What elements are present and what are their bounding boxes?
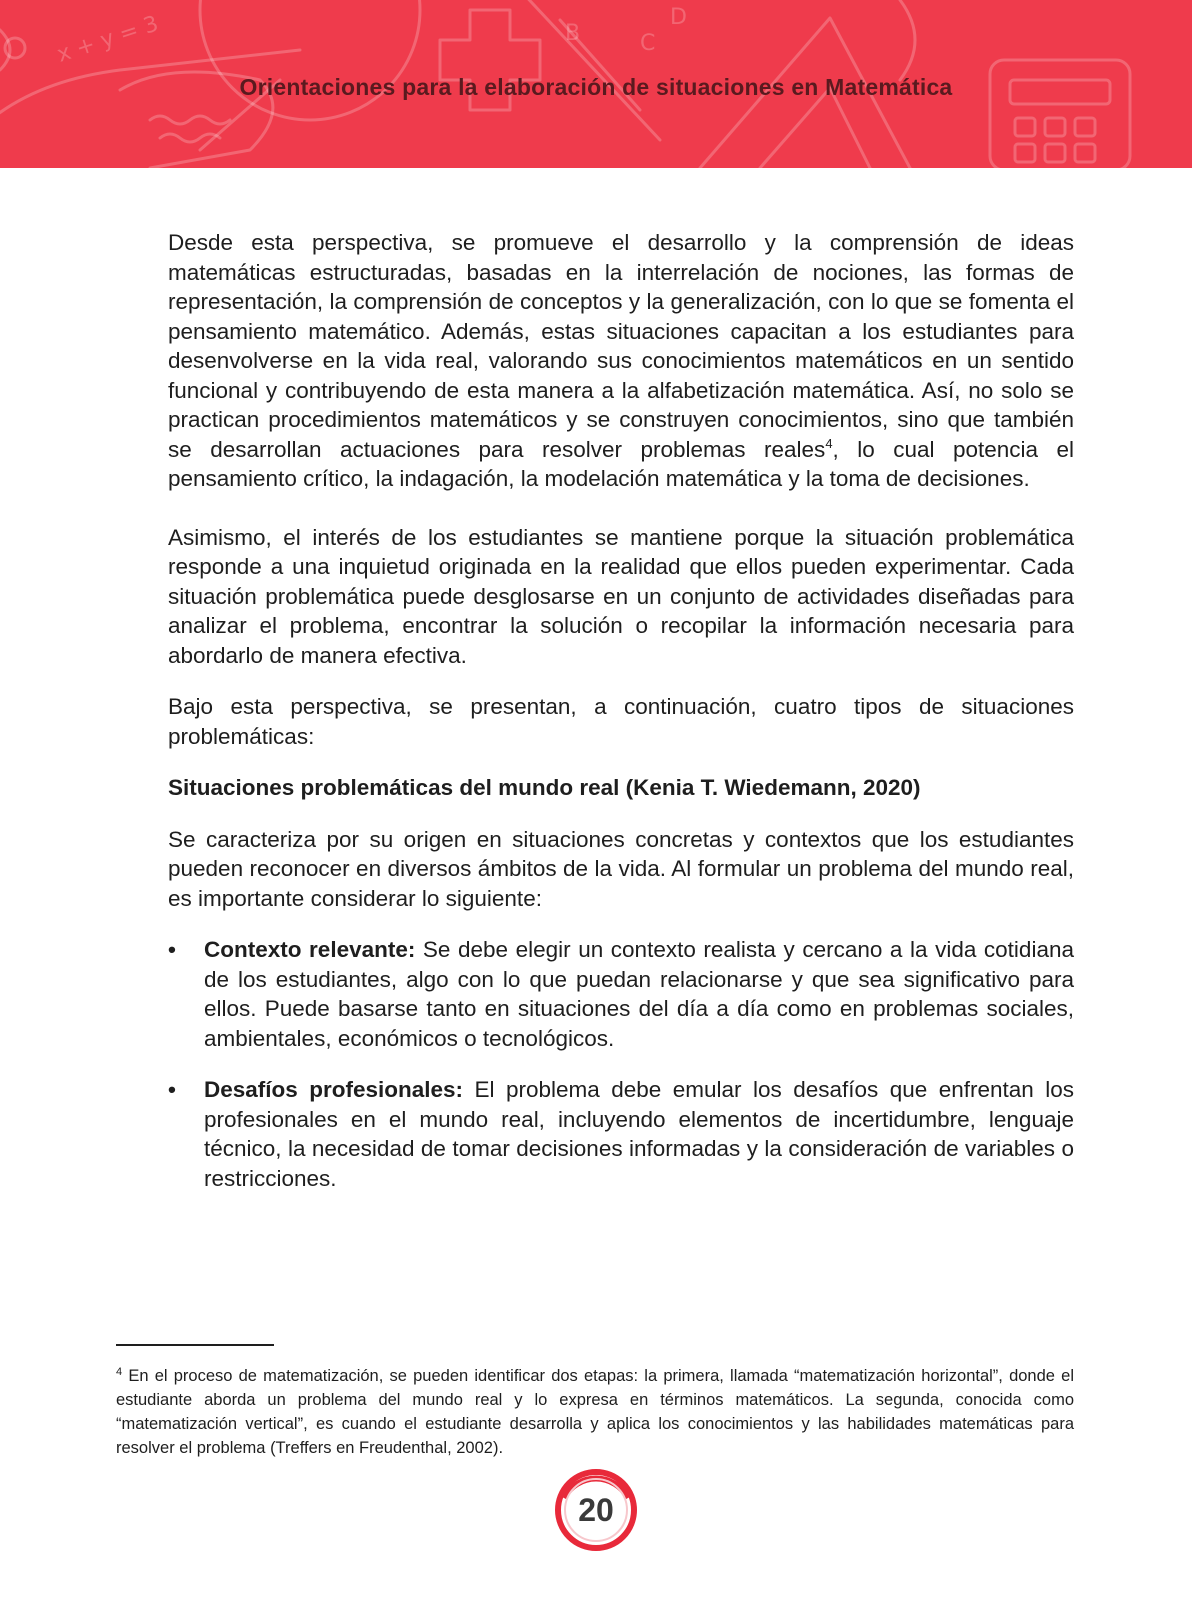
main-content <box>168 228 1074 1193</box>
paragraph-3: Bajo esta perspectiva, se presentan, a continuación, cuatro tipos de situaciones problemáticas: <box>168 694 1074 749</box>
page-header <box>0 0 1192 168</box>
paragraph-4: Se caracteriza por su origen en situaciones concretas y contextos que los estudiantes pueden reconocer en diversos ámbitos de la vida. Al formular un problema del mundo real, es importante considerar lo siguiente: <box>168 826 1074 911</box>
footnote-text: En el proceso de matematización, se pueden identificar dos etapas: la primera, llamada “matematización horizontal”, donde el estudiante aborda un problema del mundo real y lo expresa en términos matemáticos. La segunda, conocida como “matematización vertical”, es cuando el estudiante desarrolla y aplica los conocimientos y las habilidades matemáticas para resolver el problema (Treffers en Freudenthal, 2002). <box>116 1367 1074 1457</box>
paragraph-2: Asimismo, el interés de los estudiantes se mantiene porque la situación problemática responde a una inquietud originada en la realidad que ellos pueden experimentar. Cada situación problemática puede desglosarse en un conjunto de actividades diseñadas para analizar el problema, encontrar la solución o recopilar la información necesaria para abordarlo de manera efectiva. <box>168 524 1074 668</box>
doodle-letter-d: D <box>670 5 687 30</box>
bullet-text: El problema debe emular los desafíos que enfrentan los profesionales en el mundo real, incluyendo elementos de incertidumbre, lenguaje técnico, la necesidad de tomar decisiones informadas y la consideración de variables o restricciones. <box>204 1077 1075 1191</box>
bullet-label: Desafíos profesionales: <box>204 1077 464 1102</box>
bullet-icon: • <box>168 937 176 962</box>
footnote-reference: 4 <box>825 435 833 451</box>
bullet-text: Se debe elegir un contexto realista y cercano a la vida cotidiana de los estudiantes, algo con lo que puedan relacionarse y que sea significativo para ellos. Puede basarse tanto en situaciones del día a día como en problemas sociales, ambientales, económicos o tecnológicos. <box>204 937 1074 1051</box>
doodle-equation: x + y = 3 <box>54 11 162 68</box>
header-title: Orientaciones para la elaboración de situaciones en Matemática <box>239 74 953 100</box>
footnote-mark: 4 <box>116 1366 123 1378</box>
bullet-label: Contexto relevante: <box>204 937 416 962</box>
doodle-letter-b: B <box>565 21 581 46</box>
bullet-icon: • <box>168 1077 176 1102</box>
paragraph-1-text-end: , lo cual potencia el pensamiento crítico, la indagación, la modelación matemática y la toma de decisiones. <box>168 436 1075 491</box>
page-number: 20 <box>578 1492 614 1528</box>
paragraph-1-text: Desde esta perspectiva, se promueve el desarrollo y la comprensión de ideas matemáticas estructuradas, basadas en la interrelación de nociones, las formas de representación, la comprensión de conceptos y la generalización, con lo que se fomenta el pensamiento matemático. Además, estas situaciones capacitan a los estudiantes para desenvolverse en la vida real, valorando sus conocimientos matemáticos en un sentido funcional y contribuyendo de esta manera a la alfabetización matemática. Así, no solo se practican procedimientos matemáticos y se construyen conocimientos, sino que también se desarrollan actuaciones para resolver problemas reales <box>168 230 1074 462</box>
footnote-divider <box>116 1344 274 1346</box>
footnote <box>116 1364 1074 1460</box>
doodle-letter-c: C <box>640 31 656 56</box>
list-item <box>168 1075 1074 1193</box>
section-heading: Situaciones problemáticas del mundo real (Kenia T. Wiedemann, 2020) <box>168 775 921 800</box>
bullet-list <box>168 935 1074 1193</box>
list-item <box>168 935 1074 1053</box>
paragraph-1 <box>168 228 1074 494</box>
